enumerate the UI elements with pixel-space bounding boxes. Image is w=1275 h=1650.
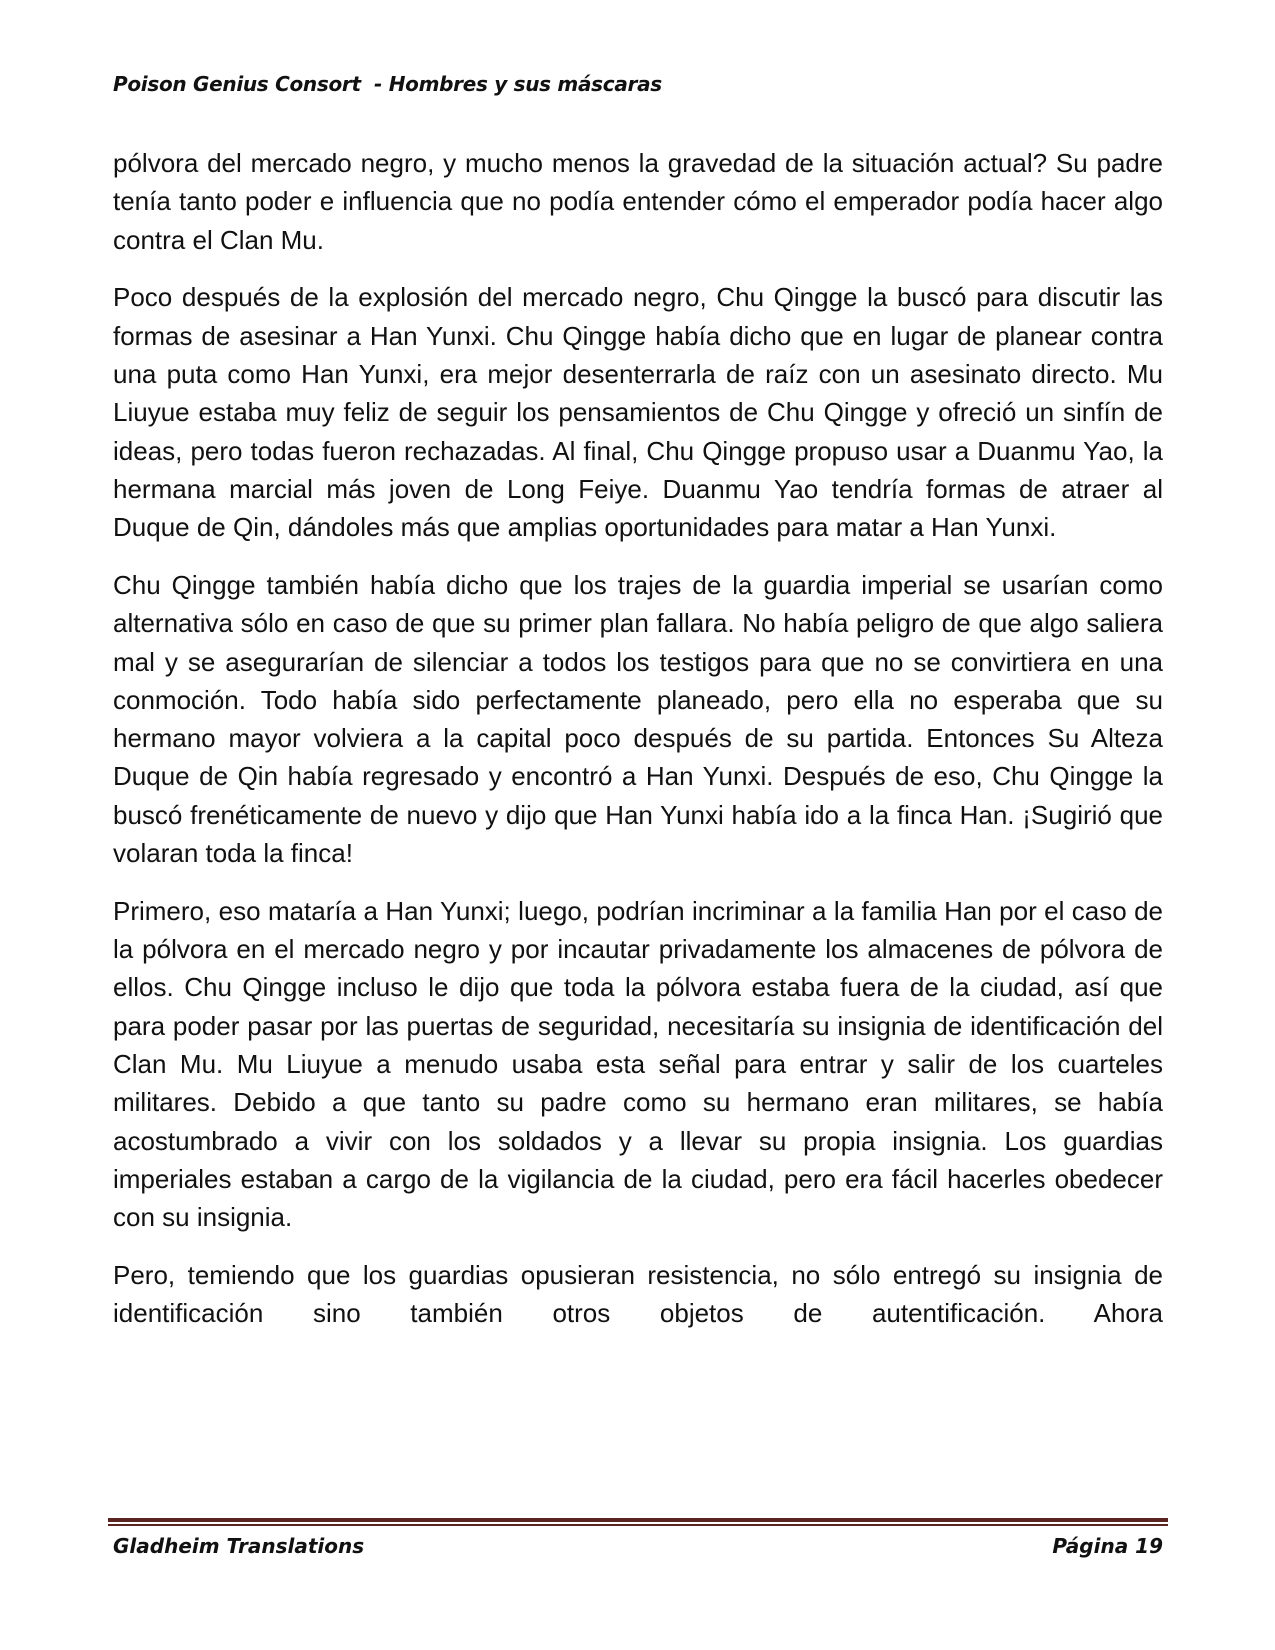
footer-divider-thin — [108, 1524, 1168, 1526]
footer-divider-thick — [108, 1518, 1168, 1522]
page-number: Página 19 — [1052, 1534, 1163, 1558]
header-title: Poison Genius Consort - Hombres y sus máscaras — [113, 72, 662, 96]
footer-divider — [108, 1518, 1168, 1526]
paragraph: Chu Qingge también había dicho que los trajes de la guardia imperial se usarían como alternativa sólo en caso de que su primer plan fallara. No había peligro de que algo saliera mal y se asegurarían de silenciar a todos los testigos para que no se convirtiera en una conmoción. Todo había sido perfectamente planeado, pero ella no esperaba que su hermano mayor volviera a la capital poco después de su partida. Entonces Su Alteza Duque de Qin había regresado y encontró a Han Yunxi. Después de eso, Chu Qingge la buscó frenéticamente de nuevo y dijo que Han Yunxi había ido a la finca Han. ¡Sugirió que volaran toda la finca! — [113, 569, 1163, 869]
paragraph: pólvora del mercado negro, y mucho menos la gravedad de la situación actual? Su padre tenía tanto poder e influencia que no podía entender cómo el emperador podía hacer algo contra el Clan Mu. — [113, 148, 1163, 255]
paragraph: Primero, eso mataría a Han Yunxi; luego, podrían incriminar a la familia Han por el caso de la pólvora en el mercado negro y por incautar privadamente los almacenes de pólvora de ellos. Chu Qingge incluso le dijo que toda la pólvora estaba fuera de la ciudad, así que para poder pasar por las puertas de seguridad, necesitaría su insignia de identificación del Clan Mu. Mu Liuyue a menudo usaba esta señal para entrar y salir de los cuarteles militares. Debido a que tanto su padre como su hermano eran militares, se había acostumbrado a vivir con los soldados y a llevar su propia insignia. Los guardias imperiales estaban a cargo de la vigilancia de la ciudad, pero era fácil hacerles obedecer con su insignia. — [113, 895, 1163, 1233]
paragraph: Poco después de la explosión del mercado negro, Chu Qingge la buscó para discutir las formas de asesinar a Han Yunxi. Chu Qingge había dicho que en lugar de planear contra una puta como Han Yunxi, era mejor desenterrarla de raíz con un asesinato directo. Mu Liuyue estaba muy feliz de seguir los pensamientos de Chu Qingge y ofreció un sinfín de ideas, pero todas fueron rechazadas. Al final, Chu Qingge propuso usar a Duanmu Yao, la hermana marcial más joven de Long Feiye. Duanmu Yao tendría formas de atraer al Duque de Qin, dándoles más que amplias oportunidades para matar a Han Yunxi. — [113, 282, 1163, 543]
footer-publisher: Gladheim Translations — [113, 1534, 365, 1558]
paragraph: Pero, temiendo que los guardias opusieran resistencia, no sólo entregó su insignia de identificación sino también otros objetos de autentificación. Ahora — [113, 1260, 1163, 1329]
body-text — [113, 144, 1163, 1352]
